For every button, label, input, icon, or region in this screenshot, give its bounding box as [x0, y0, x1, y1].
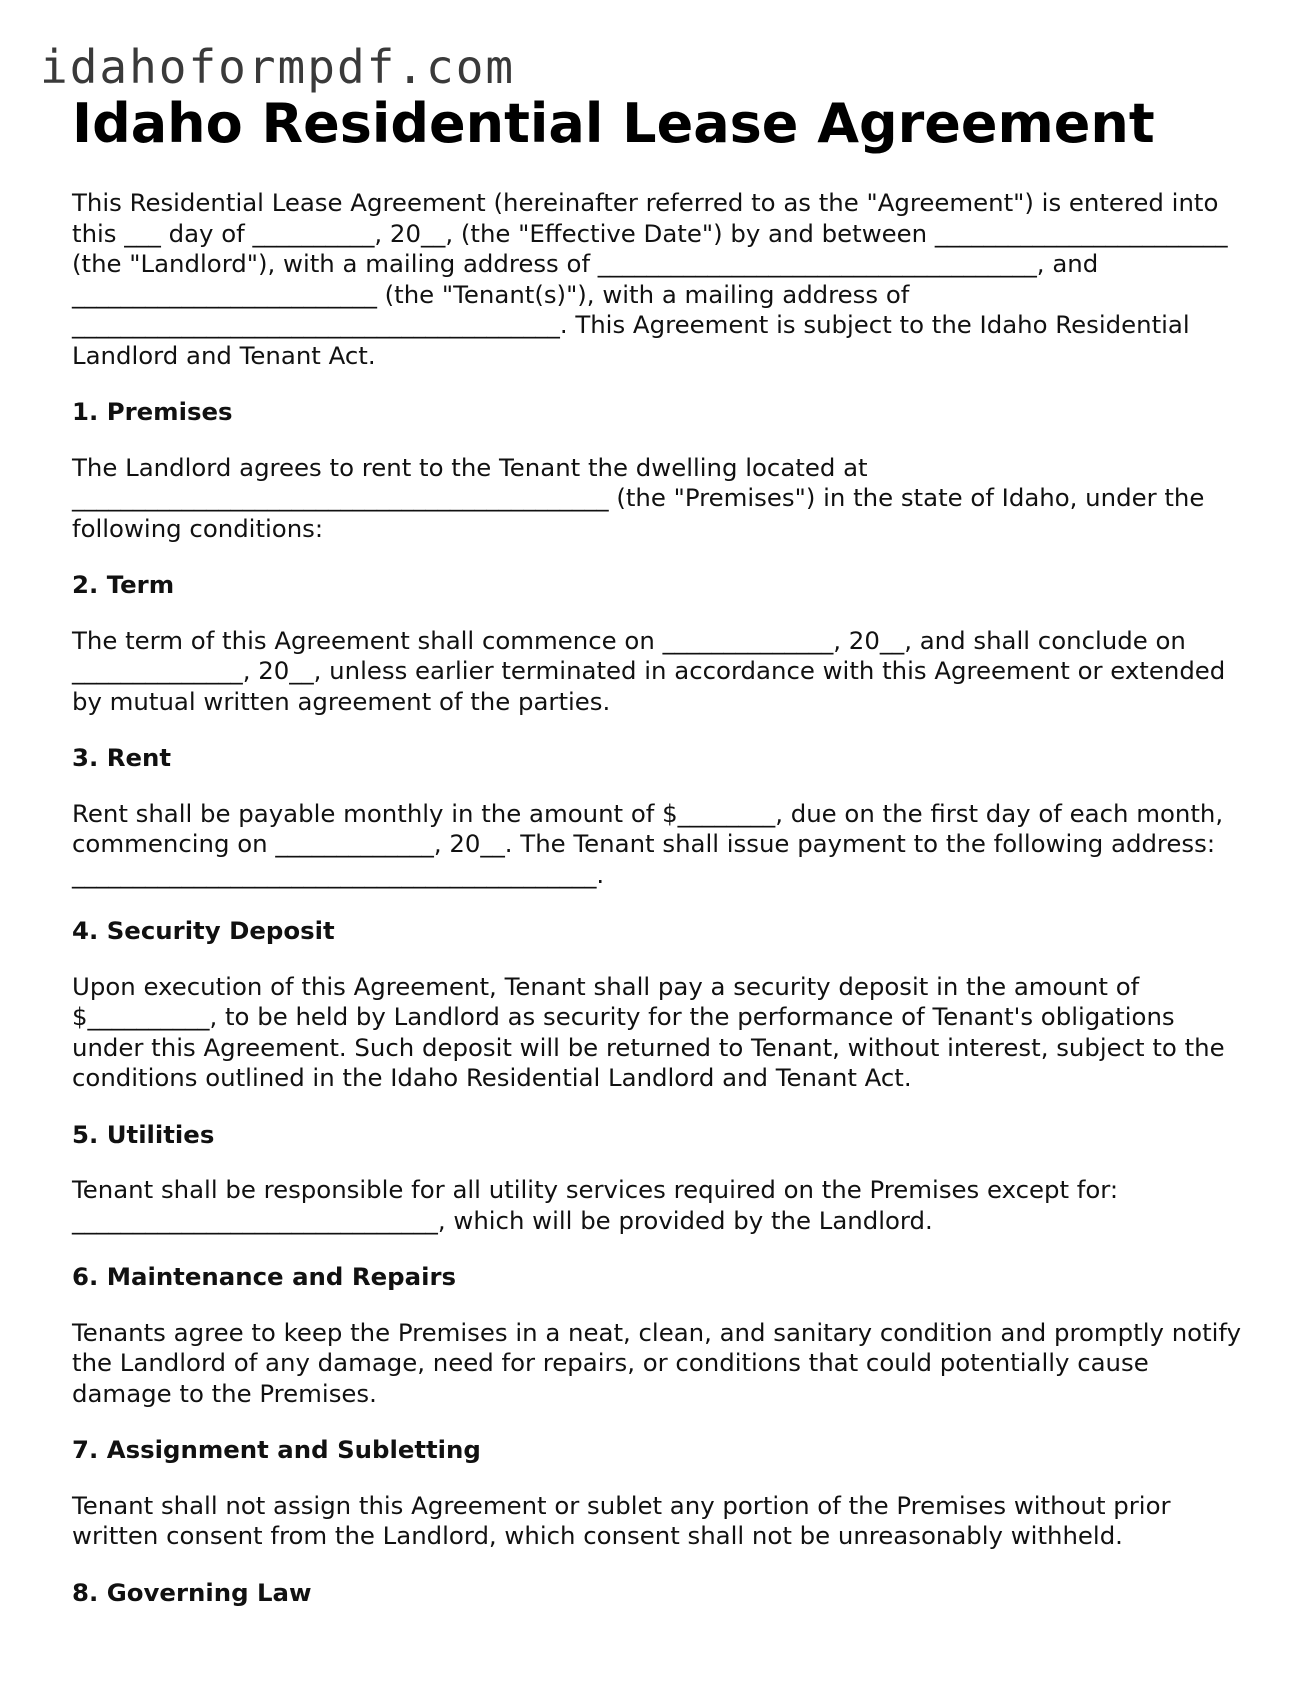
section-maintenance-repairs: [72, 1262, 1242, 1409]
section-heading: 2. Term: [72, 570, 175, 599]
section-security-deposit: [72, 916, 1242, 1094]
section-heading: 5. Utilities: [72, 1119, 215, 1149]
section-governing-law: [72, 1578, 1242, 1609]
section-body: Tenant shall not assign this Agreement or sublet any portion of the Premises without prior written consent from the Landlord, which consent shall not be unreasonably withheld.: [72, 1490, 1171, 1550]
intro-paragraph: This Residential Lease Agreement (hereinafter referred to as the "Agreement") is entered into this ___ day of __________, 20__, (the "Effective Date") by and between ________________________ (the "Landlord"), with a mailing address of ____________________________________, and _________________________ (the "Tenant(s)"), with a mailing address of ________________________________________. This Agreement is subject to the Idaho Residential Landlord and Tenant Act.: [72, 188, 1228, 370]
section-body: The term of this Agreement shall commence on ______________, 20__, and shall conclude on ______________, 20__, unless earlier terminated in accordance with this Agreement or extended by mutual written agreement of the parties.: [72, 625, 1226, 716]
document-title: Idaho Residential Lease Agreement: [72, 92, 1155, 155]
section-body: Tenants agree to keep the Premises in a neat, clean, and sanitary condition and promptly notify the Landlord of any damage, need for repairs, or conditions that could potentially cause damage to the Premises.: [72, 1317, 1242, 1408]
section-heading: 6. Maintenance and Repairs: [72, 1262, 456, 1291]
section-premises: [72, 397, 1242, 544]
section-body: Upon execution of this Agreement, Tenant shall pay a security deposit in the amount of $__________, to be held by Landlord as security for the performance of Tenant's obligations under this Agreement. Such deposit will be returned to Tenant, without interest, subject to the conditions outlined in the Idaho Residential Landlord and Tenant Act.: [72, 971, 1225, 1092]
section-heading: 3. Rent: [72, 743, 172, 772]
section-body: Rent shall be payable monthly in the amount of $________, due on the first day of each month, commencing on _____________, 20__. The Tenant shall issue payment to the following address: ___________________________________________.: [72, 798, 1224, 889]
section-body: Tenant shall be responsible for all utility services required on the Premises except for: ______________________________, which will be provided by the Landlord.: [72, 1175, 1119, 1235]
section-utilities: [72, 1120, 1242, 1237]
section-assignment-subletting: [72, 1435, 1242, 1552]
section-heading: 7. Assignment and Subletting: [72, 1435, 481, 1464]
section-term: [72, 570, 1242, 717]
section-heading: 1. Premises: [72, 397, 233, 426]
section-rent: [72, 743, 1242, 890]
lease-document: [72, 92, 1242, 1634]
section-heading: 4. Security Deposit: [72, 916, 335, 945]
section-body: The Landlord agrees to rent to the Tenant the dwelling located at ____________________________________________ (the "Premises") in the state of Idaho, under the following conditions:: [72, 452, 1205, 543]
section-heading: 8. Governing Law: [72, 1577, 312, 1607]
site-watermark: idahoformpdf.com: [40, 40, 516, 94]
